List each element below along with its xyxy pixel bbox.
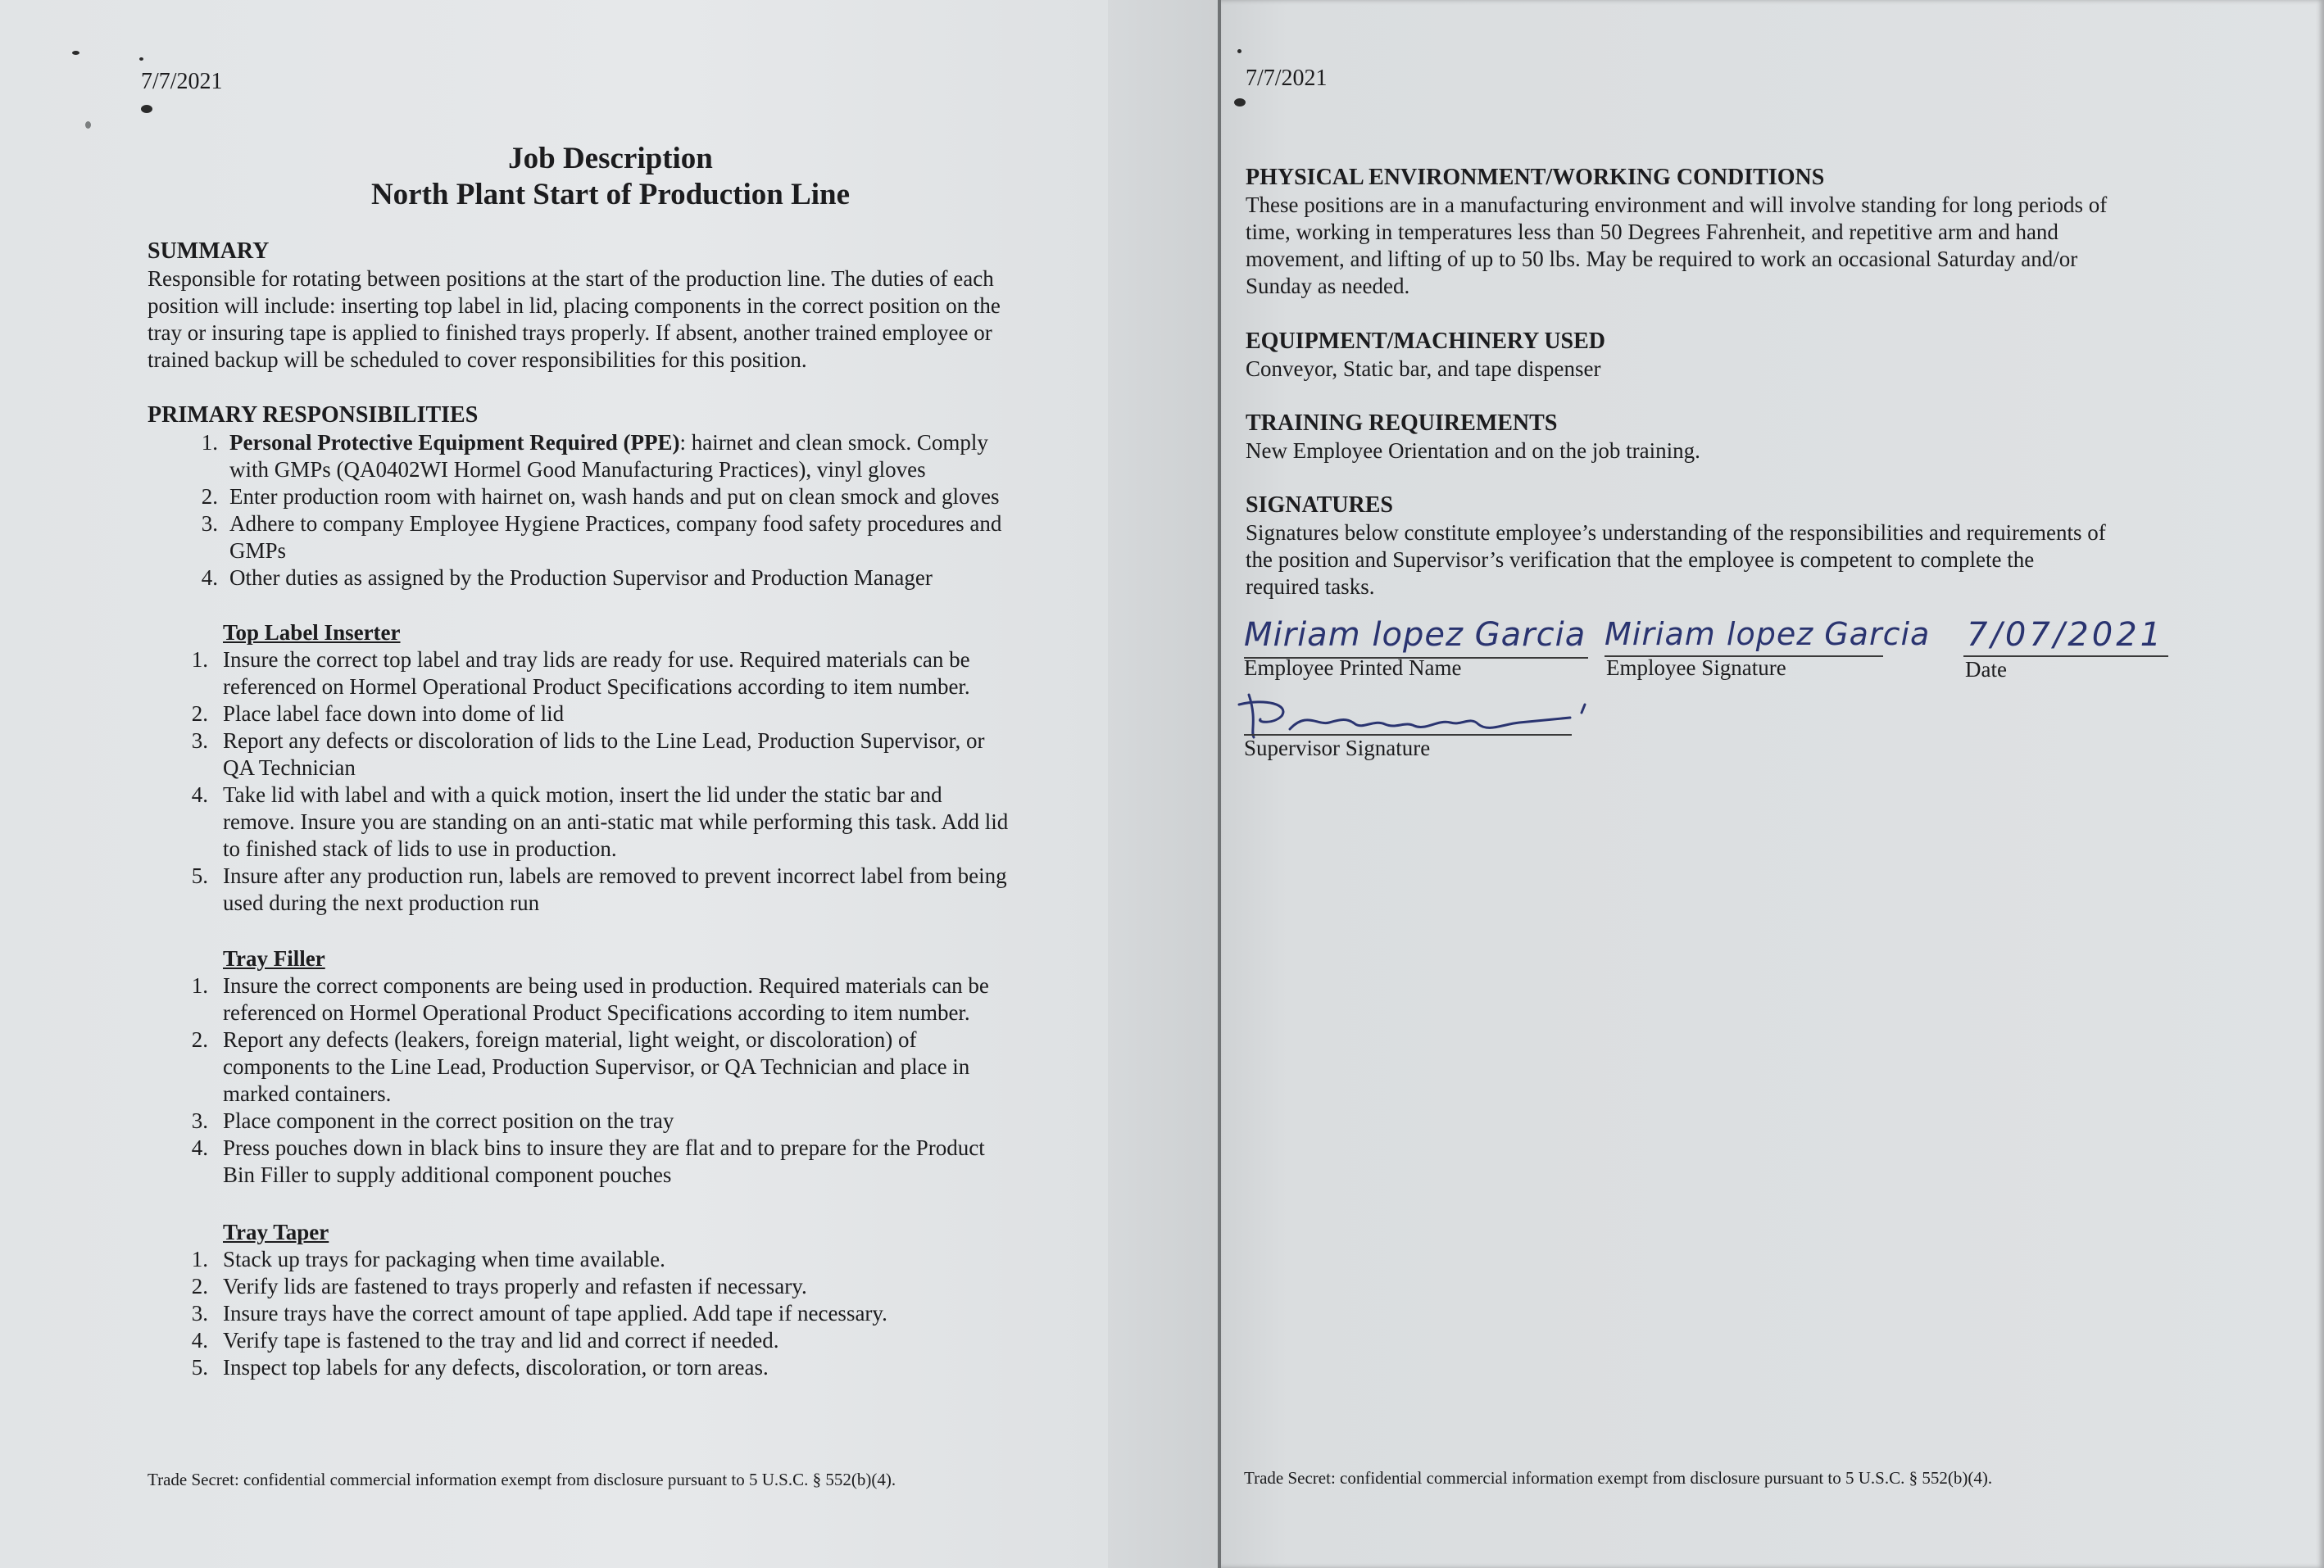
item-text: Verify lids are fastened to trays properly and refasten if necessary.	[223, 1274, 807, 1298]
item-number: 1.	[191, 1247, 208, 1271]
paper-speck	[72, 51, 79, 55]
top-label-list	[148, 646, 1123, 917]
list-item	[148, 1135, 1123, 1189]
physical-heading: PHYSICAL ENVIRONMENT/WORKING CONDITIONS	[1246, 165, 1825, 190]
paper-speck	[85, 121, 91, 129]
top-label-inserter-section	[148, 619, 1123, 917]
list-item	[148, 1108, 1123, 1135]
item-text: used during the next production run	[223, 890, 540, 915]
item-text: Inspect top labels for any defects, discoloration, or torn areas.	[223, 1355, 769, 1380]
tray-filler-heading: Tray Filler	[223, 946, 325, 971]
tray-taper-heading: Tray Taper	[223, 1220, 329, 1244]
trade-secret-footer: Trade Secret: confidential commercial information exempt from disclosure pursuant to 5 U.S.C. § 552(b)(4).	[1244, 1468, 1993, 1488]
item-text: Press pouches down in black bins to insure they are flat and to prepare for the Product	[223, 1135, 985, 1160]
paper-speck	[141, 105, 152, 113]
physical-line: These positions are in a manufacturing environment and will involve standing for long periods of	[1246, 193, 2108, 217]
list-item	[148, 429, 1123, 483]
tray-taper-section	[148, 1219, 1123, 1381]
item-number: 1.	[201, 430, 218, 455]
ppe-bold: Personal Protective Equipment Required (PPE)	[229, 430, 680, 455]
item-text: : hairnet and clean smock. Comply	[679, 430, 988, 455]
list-item	[148, 782, 1123, 863]
page-date: 7/7/2021	[141, 69, 223, 94]
training-section	[1246, 410, 2303, 465]
right-page	[1221, 0, 2324, 1568]
summary-line: position will include: inserting top label in lid, placing components in the correct position on the	[148, 293, 1001, 318]
signatures-line: required tasks.	[1246, 574, 1375, 599]
date-handwriting: 7/07/2021	[1967, 616, 2165, 654]
summary-heading: SUMMARY	[148, 238, 270, 264]
list-item	[148, 972, 1123, 1026]
signatures-line: Signatures below constitute employee’s understanding of the responsibilities and requirements of	[1246, 520, 2106, 545]
item-text: Verify tape is fastened to the tray and lid and correct if needed.	[223, 1328, 779, 1353]
item-text: Report any defects (leakers, foreign material, light weight, or discoloration) of	[223, 1027, 917, 1052]
summary-line: trained backup will be scheduled to cover responsibilities for this position.	[148, 347, 807, 372]
item-text: with GMPs (QA0402WI Hormel Good Manufacturing Practices), vinyl gloves	[229, 457, 926, 482]
list-item	[148, 1246, 1123, 1273]
physical-environment-section	[1246, 164, 2303, 300]
physical-line: Sunday as needed.	[1246, 274, 1410, 298]
tray-taper-list	[148, 1246, 1123, 1381]
item-text: Adhere to company Employee Hygiene Practices, company food safety procedures and	[229, 511, 1002, 536]
training-heading: TRAINING REQUIREMENTS	[1246, 410, 1558, 436]
primary-list	[148, 429, 1123, 591]
equipment-heading: EQUIPMENT/MACHINERY USED	[1246, 329, 1606, 354]
item-text: Report any defects or discoloration of lids to the Line Lead, Production Supervisor, or	[223, 728, 985, 753]
item-number: 5.	[191, 1355, 208, 1380]
item-number: 3.	[191, 728, 208, 753]
page-edge-shadow	[1108, 0, 1218, 1568]
list-item	[148, 1273, 1123, 1300]
signatures-heading: SIGNATURES	[1246, 492, 1393, 518]
item-number: 5.	[191, 863, 208, 888]
signature-stroke	[1239, 695, 1585, 737]
physical-line: time, working in temperatures less than 50 Degrees Fahrenheit, and repetitive arm and hand	[1246, 220, 2058, 244]
item-text: Insure the correct top label and tray lids are ready for use. Required materials can be	[223, 647, 970, 672]
signatures-line: the position and Supervisor’s verification that the employee is competent to complete the	[1246, 547, 2035, 572]
item-text: Enter production room with hairnet on, wash hands and put on clean smock and gloves	[229, 484, 1000, 509]
item-text: referenced on Hormel Operational Product Specifications according to item number.	[223, 674, 970, 699]
employee-signature-handwriting: Miriam lopez Garcia	[1605, 616, 1931, 652]
list-item	[148, 727, 1123, 782]
item-text: Take lid with label and with a quick motion, insert the lid under the static bar and	[223, 782, 942, 807]
item-number: 4.	[201, 565, 218, 590]
item-text: components to the Line Lead, Production Supervisor, or QA Technician and place in	[223, 1054, 970, 1079]
tray-filler-list	[148, 972, 1123, 1189]
employee-signature-label: Employee Signature	[1606, 655, 1786, 680]
list-item	[148, 510, 1123, 564]
equipment-section	[1246, 328, 2303, 383]
item-text: Bin Filler to supply additional component pouches	[223, 1162, 672, 1187]
list-item	[148, 1327, 1123, 1354]
item-number: 2.	[191, 1027, 208, 1052]
item-number: 2.	[191, 701, 208, 726]
list-item	[148, 564, 1123, 591]
item-text: Other duties as assigned by the Production Supervisor and Production Manager	[229, 565, 933, 590]
item-text: Insure trays have the correct amount of tape applied. Add tape if necessary.	[223, 1301, 887, 1326]
item-number: 2.	[201, 484, 218, 509]
doc-subtitle: North Plant Start of Production Line	[370, 178, 851, 211]
date-label: Date	[1965, 657, 2007, 682]
item-text: Insure the correct components are being used in production. Required materials can be	[223, 973, 989, 998]
summary-line: tray or insuring tape is applied to finished trays properly. If absent, another trained employee or	[148, 320, 992, 345]
item-number: 4.	[191, 1328, 208, 1353]
paper-speck	[1237, 49, 1241, 53]
printed-name-handwriting: Miriam lopez Garcia	[1244, 616, 1586, 654]
item-text: marked containers.	[223, 1081, 392, 1106]
item-text: Stack up trays for packaging when time available.	[223, 1247, 665, 1271]
list-item	[148, 700, 1123, 727]
primary-responsibilities-section	[148, 401, 1123, 591]
list-item	[148, 483, 1123, 510]
physical-line: movement, and lifting of up to 50 lbs. May be required to work an occasional Saturday and/or	[1246, 247, 2078, 271]
item-text: to finished stack of lids to use in production.	[223, 836, 617, 861]
item-text: GMPs	[229, 538, 287, 563]
list-item	[148, 863, 1123, 917]
list-item	[148, 646, 1123, 700]
doc-title: Job Description	[508, 142, 713, 175]
printed-name-label: Employee Printed Name	[1244, 655, 1462, 680]
page-date: 7/7/2021	[1246, 66, 1328, 91]
item-number: 1.	[191, 973, 208, 998]
top-label-heading: Top Label Inserter	[223, 620, 401, 645]
item-number: 3.	[191, 1108, 208, 1133]
summary-line: Responsible for rotating between positions at the start of the production line. The duties of each	[148, 266, 994, 291]
primary-heading: PRIMARY RESPONSIBILITIES	[148, 402, 479, 428]
signatures-section	[1246, 492, 2303, 600]
item-text: Insure after any production run, labels are removed to prevent incorrect label from being	[223, 863, 1007, 888]
item-number: 3.	[191, 1301, 208, 1326]
equipment-text: Conveyor, Static bar, and tape dispenser	[1246, 356, 1601, 381]
item-number: 1.	[191, 647, 208, 672]
supervisor-signature-label: Supervisor Signature	[1244, 736, 1431, 760]
list-item	[148, 1354, 1123, 1381]
item-number: 4.	[191, 1135, 208, 1160]
item-number: 2.	[191, 1274, 208, 1298]
item-text: referenced on Hormel Operational Product Specifications according to item number.	[223, 1000, 970, 1025]
summary-section	[148, 238, 1123, 374]
paper-speck	[139, 57, 143, 61]
list-item	[148, 1300, 1123, 1327]
item-text: remove. Insure you are standing on an anti-static mat while performing this task. Add lid	[223, 809, 1009, 834]
item-text: QA Technician	[223, 755, 356, 780]
list-item	[148, 1026, 1123, 1108]
item-number: 3.	[201, 511, 218, 536]
item-number: 4.	[191, 782, 208, 807]
item-text: Place component in the correct position on the tray	[223, 1108, 674, 1133]
paper-speck	[1234, 98, 1246, 106]
item-text: Place label face down into dome of lid	[223, 701, 565, 726]
training-text: New Employee Orientation and on the job training.	[1246, 438, 1700, 463]
trade-secret-footer: Trade Secret: confidential commercial information exempt from disclosure pursuant to 5 U.S.C. § 552(b)(4).	[148, 1470, 896, 1489]
tray-filler-section	[148, 945, 1123, 1189]
